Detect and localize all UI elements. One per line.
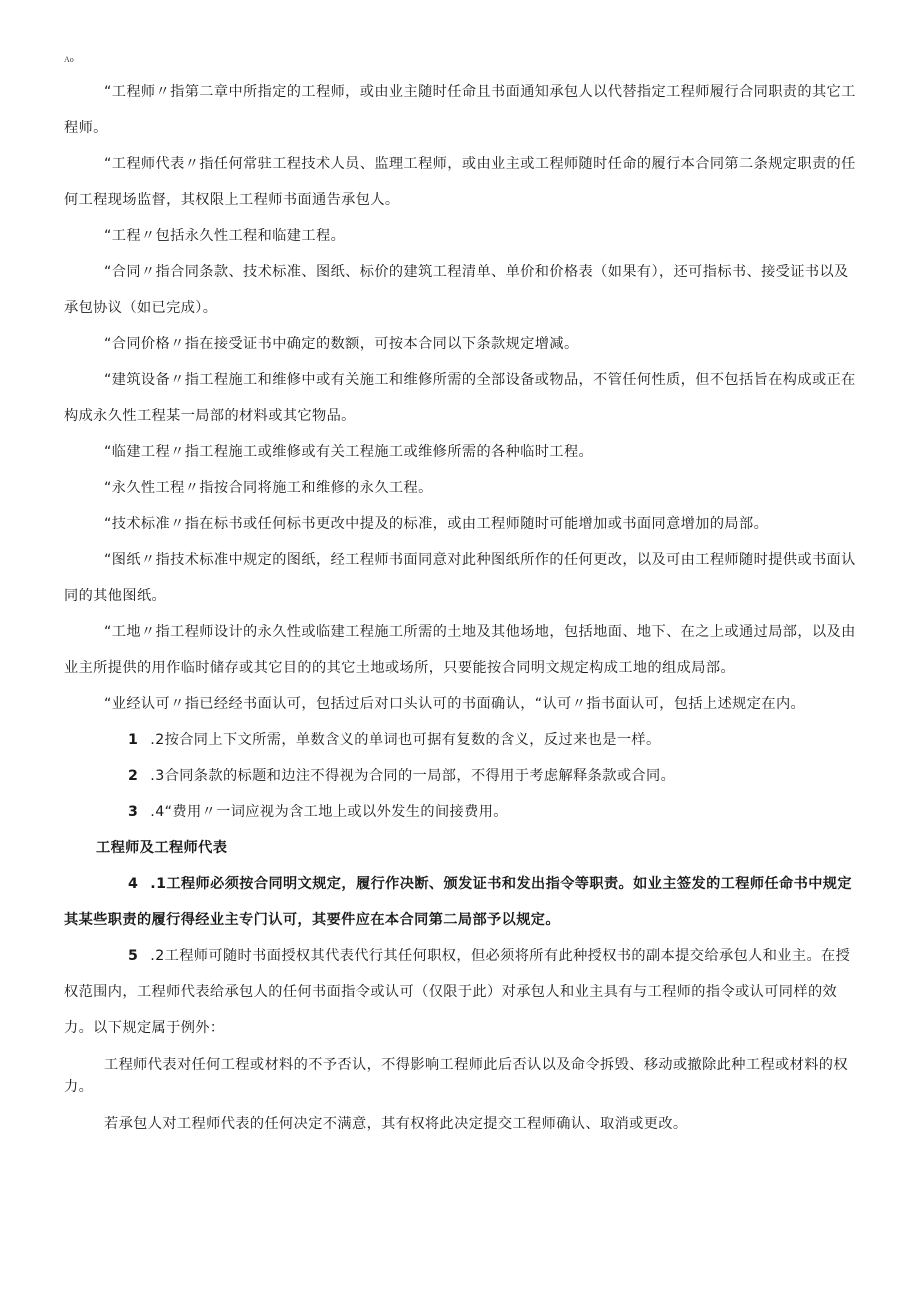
definition-contract-price: “合同价格〃指在接受证书中确定的数额，可按本合同以下条款规定增减。 xyxy=(104,336,579,352)
header-mark: Ao xyxy=(64,55,74,64)
clause-item-2 xyxy=(64,758,860,794)
definition-works: “工程〃包括永久性工程和临建工程。 xyxy=(104,228,346,244)
definition-site: “工地〃指工程师设计的永久性或临建工程施工所需的土地及其他场地，包括地面、地下、在之上或通过局部，以及由业主所提供的用作临时储存或其它目的的其它土地或场所，只要能按合同明文规定构成工地的组成局部。 xyxy=(64,624,856,676)
clause-item-5 xyxy=(64,938,860,1046)
clause-number: 2 xyxy=(128,768,139,784)
clause-item-4 xyxy=(64,866,860,938)
clause-number: 5 xyxy=(128,948,139,964)
definition-approved: “业经认可〃指已经经书面认可，包括过后对口头认可的书面确认，“认可〃指书面认可，包括上述规定在内。 xyxy=(104,696,806,712)
definition-specification: “技术标准〃指在标书或任何标书更改中提及的标准，或由工程师随时可能增加或书面同意增加的局部。 xyxy=(104,516,769,532)
clause-item-3 xyxy=(64,794,860,830)
definition-contract: “合同〃指合同条款、技术标准、图纸、标价的建筑工程清单、单价和价格表（如果有），还可指标书、接受证书以及承包协议（如已完成）。 xyxy=(64,264,849,316)
clause-text: .2工程师可随时书面授权其代表代行其任何职权，但必须将所有此种授权书的副本提交给承包人和业主。在授权范围内，工程师代表给承包人的任何书面指令或认可（仅限于此）对承包人和业主具有与工程师的指令或认可同样的效力。以下规定属于例外： xyxy=(64,948,851,1036)
definition-engineer: “工程师〃指第二章中所指定的工程师，或由业主随时任命且书面通知承包人以代替指定工程师履行合同职责的其它工程师。 xyxy=(64,84,856,136)
clause-text: .1工程师必须按合同明文规定，履行作决断、颁发证书和发出指令等职责。如业主签发的工程师任命书中规定其某些职责的履行得经业主专门认可，其要件应在本合同第二局部予以规定。 xyxy=(64,876,852,928)
clause-number: 3 xyxy=(128,804,139,820)
document-body xyxy=(64,74,860,1142)
definition-engineer-representative: “工程师代表〃指任何常驻工程技术人员、监理工程师，或由业主或工程师随时任命的履行本合同第二条规定职责的任何工程现场监督，其权限上工程师书面通告承包人。 xyxy=(64,156,856,208)
clause-number: 4 xyxy=(128,876,139,892)
definition-drawings: “图纸〃指技术标准中规定的图纸，经工程师书面同意对此种图纸所作的任何更改，以及可由工程师随时提供或书面认同的其他图纸。 xyxy=(64,552,856,604)
clause-number: 1 xyxy=(128,732,139,748)
closing-paragraph-1: 工程师代表对任何工程或材料的不予否认，不得影响工程师此后否认以及命令拆毁、移动或撤除此种工程或材料的权力。 xyxy=(64,1057,848,1095)
section-heading: 工程师及工程师代表 xyxy=(96,840,228,856)
definition-temporary-works: “临建工程〃指工程施工或维修或有关工程施工或维修所需的各种临时工程。 xyxy=(104,444,594,460)
clause-text: .3合同条款的标题和边注不得视为合同的一局部，不得用于考虑解释条款或合同。 xyxy=(150,768,676,784)
clause-item-1 xyxy=(64,722,860,758)
clause-text: .2按合同上下文所需，单数含义的单词也可据有复数的含义，反过来也是一样。 xyxy=(150,732,661,748)
definition-construction-equipment: “建筑设备〃指工程施工和维修中或有关施工和维修所需的全部设备或物品，不管任何性质，但不包括旨在构成或正在构成永久性工程某一局部的材料或其它物品。 xyxy=(64,372,856,424)
clause-text: .4“费用〃一词应视为含工地上或以外发生的间接费用。 xyxy=(150,804,508,820)
closing-paragraph-2: 若承包人对工程师代表的任何决定不满意，其有权将此决定提交工程师确认、取消或更改。 xyxy=(104,1116,688,1132)
definition-permanent-works: “永久性工程〃指按合同将施工和维修的永久工程。 xyxy=(104,480,433,496)
